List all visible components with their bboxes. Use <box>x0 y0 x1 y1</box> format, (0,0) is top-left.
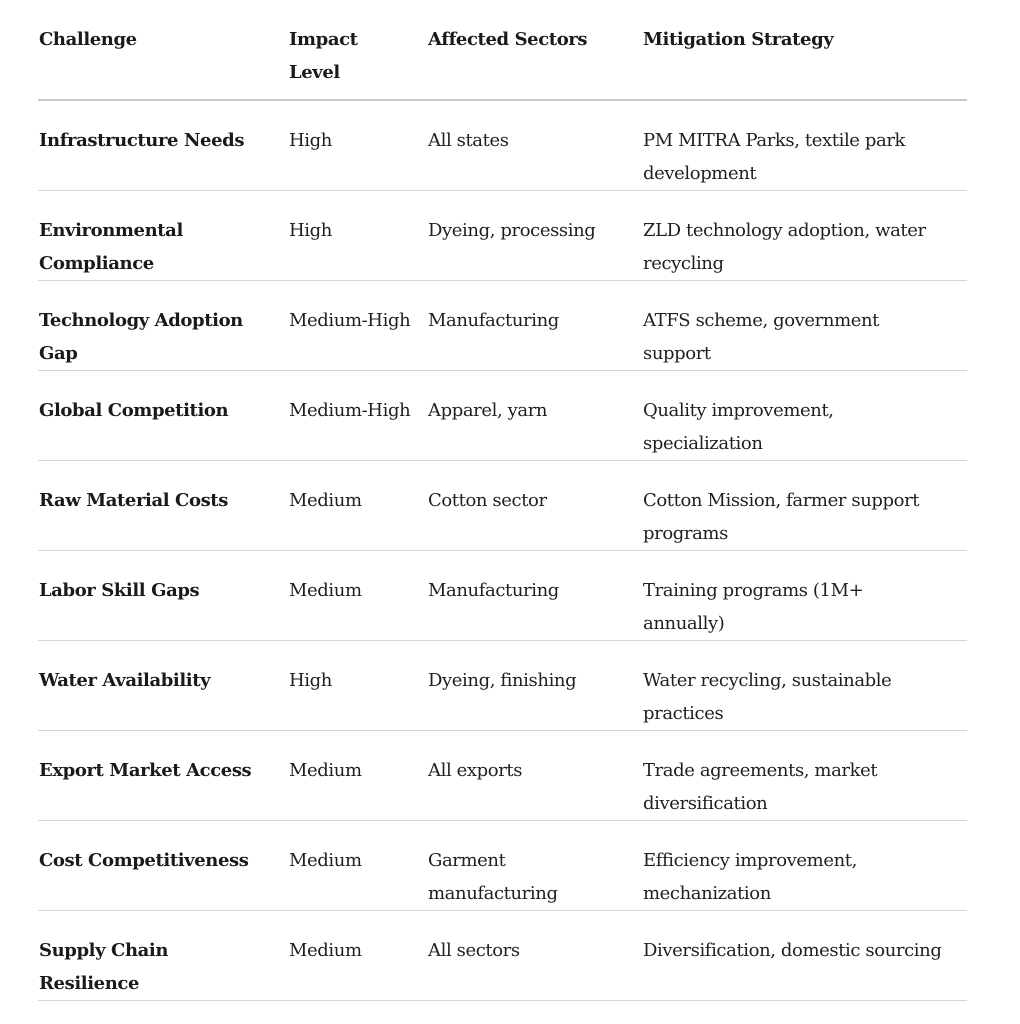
cell-challenge: Export Market Access <box>38 731 288 821</box>
cell-affected-sectors: All exports <box>427 731 642 821</box>
cell-mitigation-strategy: ZLD technology adoption, water recycling <box>642 191 967 281</box>
cell-impact-level: Medium <box>288 731 427 821</box>
table-row <box>38 731 967 821</box>
cell-impact-level: High <box>288 191 427 281</box>
cell-affected-sectors: Manufacturing <box>427 551 642 641</box>
cell-mitigation-strategy: Water recycling, sustainable practices <box>642 641 967 731</box>
challenges-table <box>38 0 967 1001</box>
cell-impact-level: Medium-High <box>288 281 427 371</box>
cell-mitigation-strategy: Trade agreements, market diversification <box>642 731 967 821</box>
cell-challenge: Infrastructure Needs <box>38 100 288 191</box>
table-row <box>38 911 967 1001</box>
header-mitigation-strategy: Mitigation Strategy <box>642 0 967 100</box>
header-affected-sectors: Affected Sectors <box>427 0 642 100</box>
table-row <box>38 281 967 371</box>
cell-affected-sectors: Cotton sector <box>427 461 642 551</box>
cell-impact-level: Medium <box>288 551 427 641</box>
cell-challenge: Environmental Compliance <box>38 191 288 281</box>
cell-mitigation-strategy: PM MITRA Parks, textile park development <box>642 100 967 191</box>
header-challenge: Challenge <box>38 0 288 100</box>
table-row <box>38 821 967 911</box>
table-row <box>38 100 967 191</box>
cell-mitigation-strategy: Efficiency improvement, mechanization <box>642 821 967 911</box>
cell-affected-sectors: Garment manufacturing <box>427 821 642 911</box>
cell-mitigation-strategy: Cotton Mission, farmer support programs <box>642 461 967 551</box>
cell-affected-sectors: Dyeing, finishing <box>427 641 642 731</box>
cell-affected-sectors: Dyeing, processing <box>427 191 642 281</box>
cell-mitigation-strategy: ATFS scheme, government support <box>642 281 967 371</box>
cell-affected-sectors: All states <box>427 100 642 191</box>
table-header-row <box>38 0 967 100</box>
cell-impact-level: Medium <box>288 911 427 1001</box>
cell-challenge: Water Availability <box>38 641 288 731</box>
table-row <box>38 371 967 461</box>
table-row <box>38 551 967 641</box>
cell-challenge: Global Competition <box>38 371 288 461</box>
cell-impact-level: Medium <box>288 461 427 551</box>
cell-impact-level: Medium <box>288 821 427 911</box>
cell-impact-level: High <box>288 641 427 731</box>
cell-challenge: Supply Chain Resilience <box>38 911 288 1001</box>
cell-affected-sectors: All sectors <box>427 911 642 1001</box>
table-row <box>38 641 967 731</box>
cell-affected-sectors: Apparel, yarn <box>427 371 642 461</box>
cell-impact-level: Medium-High <box>288 371 427 461</box>
cell-challenge: Labor Skill Gaps <box>38 551 288 641</box>
cell-affected-sectors: Manufacturing <box>427 281 642 371</box>
cell-challenge: Raw Material Costs <box>38 461 288 551</box>
cell-challenge: Cost Competitiveness <box>38 821 288 911</box>
cell-mitigation-strategy: Quality improvement, specialization <box>642 371 967 461</box>
table-row <box>38 461 967 551</box>
table-row <box>38 191 967 281</box>
cell-impact-level: High <box>288 100 427 191</box>
cell-mitigation-strategy: Diversification, domestic sourcing <box>642 911 967 1001</box>
cell-mitigation-strategy: Training programs (1M+ annually) <box>642 551 967 641</box>
header-impact-level: Impact Level <box>288 0 427 100</box>
cell-challenge: Technology Adoption Gap <box>38 281 288 371</box>
